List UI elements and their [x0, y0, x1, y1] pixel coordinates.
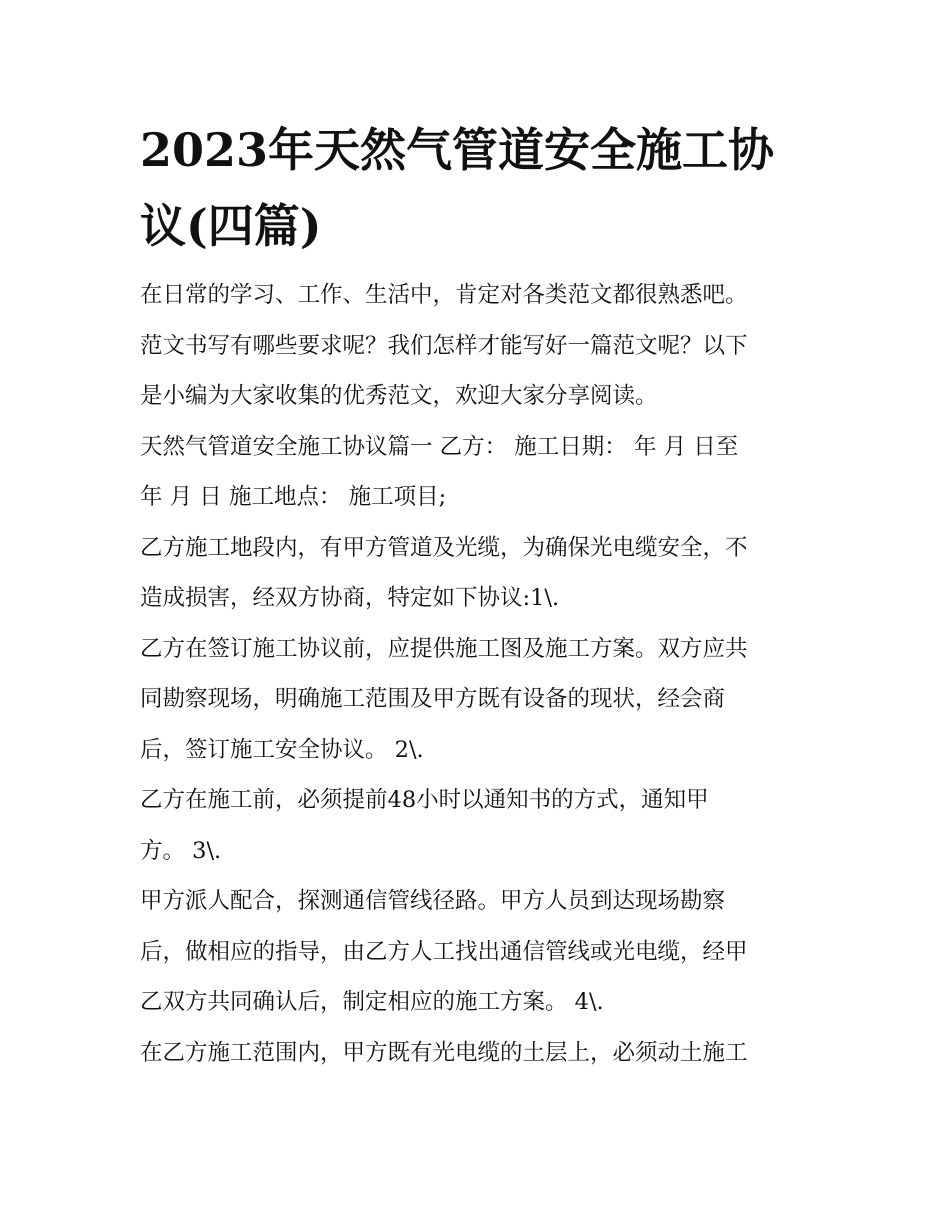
text-line: 造成损害，经双方协商，特定如下协议:1\.: [140, 585, 560, 611]
text-line: 是小编为大家收集的优秀范文，欢迎大家分享阅读。: [140, 383, 658, 409]
paragraph-intro: [140, 270, 815, 422]
paragraph-clause: [140, 876, 815, 1028]
text-line: 同勘察现场，明确施工范围及甲方既有设备的现状，经会商: [140, 686, 726, 712]
text-line: 后，签订施工安全协议。 2\.: [140, 736, 424, 763]
text-line: 范文书写有哪些要求呢？我们怎样才能写好一篇范文呢？以下: [140, 332, 748, 359]
title-line: 议(四篇): [140, 199, 322, 253]
text-line: 方。 3\.: [140, 837, 222, 864]
title-line: 2023年天然气管道安全施工协: [140, 123, 775, 177]
text-line: 甲方派人配合，探测通信管线径路。甲方人员到达现场勘察: [140, 888, 726, 914]
text-line: 在日常的学习、工作、生活中，肯定对各类范文都很熟悉吧。: [140, 282, 748, 308]
text-line: 乙方施工地段内，有甲方管道及光缆，为确保光电缆安全，不: [140, 534, 748, 561]
paragraph-header: [140, 422, 815, 523]
document-title: [140, 112, 815, 264]
paragraph-clause: [140, 523, 815, 624]
text-line: 乙方在签订施工协议前，应提供施工图及施工方案。双方应共: [140, 635, 748, 662]
text-line: 天然气管道安全施工协议篇一 乙方： 施工日期： 年 月 日至: [140, 433, 739, 460]
text-line: 年 月 日 施工地点： 施工项目;: [140, 484, 447, 510]
paragraph-clause: [140, 775, 815, 876]
text-line: 乙双方共同确认后，制定相应的施工方案。 4\.: [140, 989, 604, 1015]
document-content: [140, 112, 815, 1078]
paragraph-clause: [140, 1028, 815, 1079]
text-line: 后，做相应的指导，由乙方人工找出通信管线或光电缆，经甲: [140, 938, 748, 965]
text-line: 在乙方施工范围内，甲方既有光电缆的土层上，必须动土施工: [140, 1039, 748, 1066]
text-line: 乙方在施工前，必须提前48小时以通知书的方式，通知甲: [140, 787, 709, 813]
paragraph-clause: [140, 624, 815, 776]
